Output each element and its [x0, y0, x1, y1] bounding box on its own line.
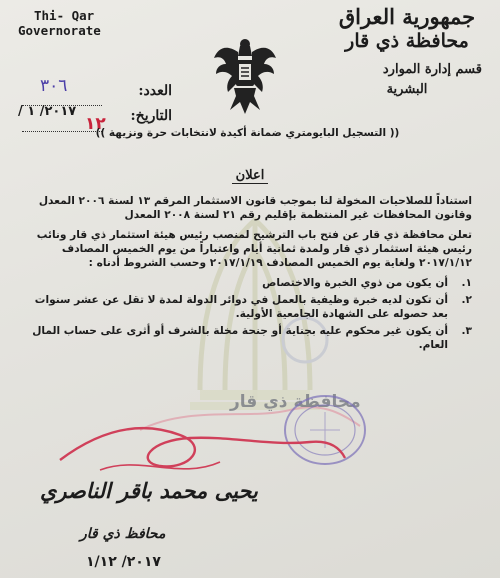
- election-slogan: (( التسجيل البايومتري ضمانة أكيدة لانتخابات حرة ونزيهة )): [95, 127, 400, 139]
- announcement-body: [30, 194, 472, 355]
- condition-text: أن يكون غير محكوم عليه بجناية أو جنحة مخلة بالشرف أو أثرى على حساب المال العام.: [32, 325, 448, 351]
- header-en-line-2: Governorate: [18, 23, 101, 38]
- eagle-emblem-icon: [212, 36, 278, 116]
- signatory-title: محافظ ذي قار: [80, 526, 166, 542]
- announcement-title: [0, 168, 500, 183]
- signature-date: ٢٠١٧/ ١/١٢: [86, 554, 161, 570]
- header-ar-department-2: البشرية: [386, 82, 428, 98]
- condition-item: [30, 293, 472, 321]
- number-label: العدد:: [138, 83, 172, 99]
- condition-number: ١.: [461, 277, 472, 289]
- header-ar-governorate: محافظة ذي قار: [345, 30, 469, 53]
- date-label: التاريخ:: [130, 108, 172, 124]
- body-paragraph-1: استناداً للصلاحيات المخولة لنا بموجب قانون الاستثمار المرقم ١٣ لسنة ٢٠٠٦ المعدل وقانون المحافظات غير المنتظمة بإقليم رقم ٢١ لسنة ٢٠٠٨ المعدل: [38, 195, 472, 221]
- header-en-line-1: Thi- Qar: [34, 8, 95, 23]
- date-value: ٢٠١٧/ ١ /: [18, 104, 77, 119]
- signatory-name: يحيى محمد باقر الناصري: [40, 478, 258, 503]
- condition-text: أن يكون من ذوي الخبرة والاختصاص: [262, 277, 448, 289]
- header-ar-department: قسم إدارة الموارد: [382, 62, 482, 77]
- governorate-ar-header: [332, 4, 482, 99]
- condition-item: [30, 324, 472, 352]
- header-ar-republic: جمهورية العراق: [338, 4, 476, 29]
- condition-text: أن تكون لديه خبرة وظيفية بالعمل في دوائر الدولة لمدة لا تقل عن عشر سنوات بعد حصوله على الشهادة الجامعية الأولية.: [34, 294, 448, 320]
- condition-item: [30, 276, 472, 290]
- signature-scribble-icon: [40, 400, 360, 490]
- number-value: ٣٠٦: [40, 76, 68, 96]
- body-paragraph-2: تعلن محافظة ذي قار عن فتح باب الترشيح لمنصب رئيس هيئة استثمار ذي قار ونائب رئيس هيئة استثمار ذي قار ولمدة ثمانية أيام واعتباراً من يوم الخميس المصادف ٢٠١٧/١/١٢ ولغاية يوم الخميس المصادف ٢٠١٧/١/١٩ وحسب الشروط أدناه :: [36, 229, 472, 269]
- date-day-handwritten: ١٢: [85, 114, 106, 134]
- governorate-en-header: [18, 8, 101, 38]
- conditions-list: [30, 276, 472, 352]
- condition-number: ٢.: [461, 294, 472, 306]
- announcement-title-text: اعلان: [232, 168, 269, 184]
- condition-number: ٣.: [461, 325, 472, 337]
- watermark-text: محافظة ذي قار: [230, 392, 361, 412]
